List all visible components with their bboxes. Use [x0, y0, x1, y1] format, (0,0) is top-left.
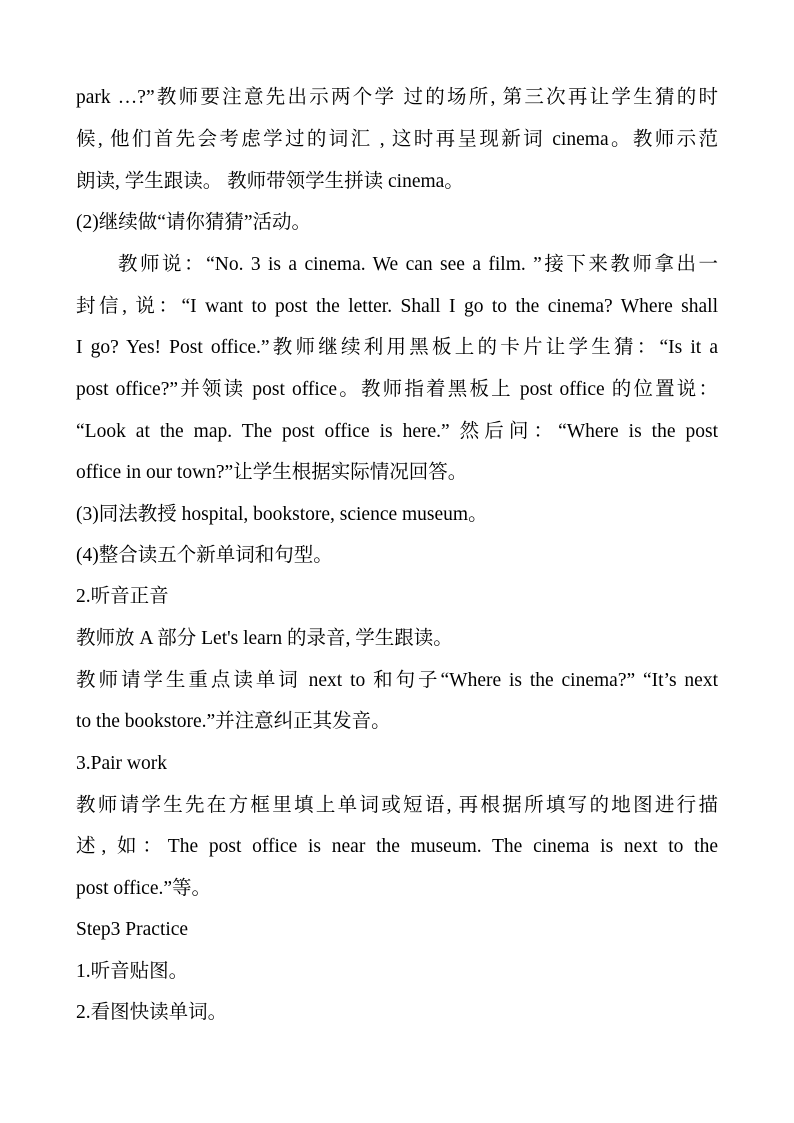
- paragraph-line-4: 教师说：“No. 3 is a cinema. We can see a film. ”接下来教师拿出一: [118, 254, 718, 275]
- section-heading-pair-work: 3.Pair work: [76, 753, 167, 774]
- section-heading-practice: Step3 Practice: [76, 919, 189, 940]
- paragraph-line-9: office in our town?”让学生根据实际情况回答。: [76, 462, 468, 483]
- step-item-2: (2)继续做“请你猜猜”活动。: [76, 212, 312, 233]
- section-heading-listen: 2.听音正音: [76, 586, 169, 607]
- paragraph-line-5: 封信, 说：“I want to post the letter. Shall I go to the cinema? Where shall: [76, 296, 718, 317]
- step-item-3: (3)同法教授 hospital, bookstore, science museum。: [76, 504, 488, 525]
- paragraph-line-1: park …?”教师要注意先出示两个学 过的场所, 第三次再让学生猜的时: [76, 87, 718, 108]
- practice-item-2: 2.看图快读单词。: [76, 1002, 228, 1023]
- paragraph-line-13: 教师请学生先在方框里填上单词或短语, 再根据所填写的地图进行描: [76, 795, 718, 816]
- paragraph-line-15: post office.”等。: [76, 878, 212, 899]
- paragraph-line-12: to the bookstore.”并注意纠正其发音。: [76, 711, 391, 732]
- step-item-4: (4)整合读五个新单词和句型。: [76, 545, 333, 566]
- paragraph-line-8: “Look at the map. The post office is here.” 然后问：“Where is the post: [76, 421, 718, 442]
- practice-item-1: 1.听音贴图。: [76, 961, 189, 982]
- paragraph-line-2: 候, 他们首先会考虑学过的词汇 , 这时再呈现新词 cinema。教师示范: [76, 129, 718, 150]
- paragraph-line-11: 教师请学生重点读单词 next to 和句子“Where is the cinema?” “It’s next: [76, 670, 718, 691]
- paragraph-line-6: I go? Yes! Post office.”教师继续利用黑板上的卡片让学生猜：“Is it a: [76, 337, 718, 358]
- paragraph-line-14: 述, 如：The post office is near the museum. The cinema is next to the: [76, 836, 718, 857]
- paragraph-line-7: post office?”并领读 post office。教师指着黑板上 post office 的位置说：: [76, 379, 718, 400]
- paragraph-line-3: 朗读, 学生跟读。 教师带领学生拼读 cinema。: [76, 171, 464, 192]
- paragraph-line-10: 教师放 A 部分 Let's learn 的录音, 学生跟读。: [76, 628, 453, 649]
